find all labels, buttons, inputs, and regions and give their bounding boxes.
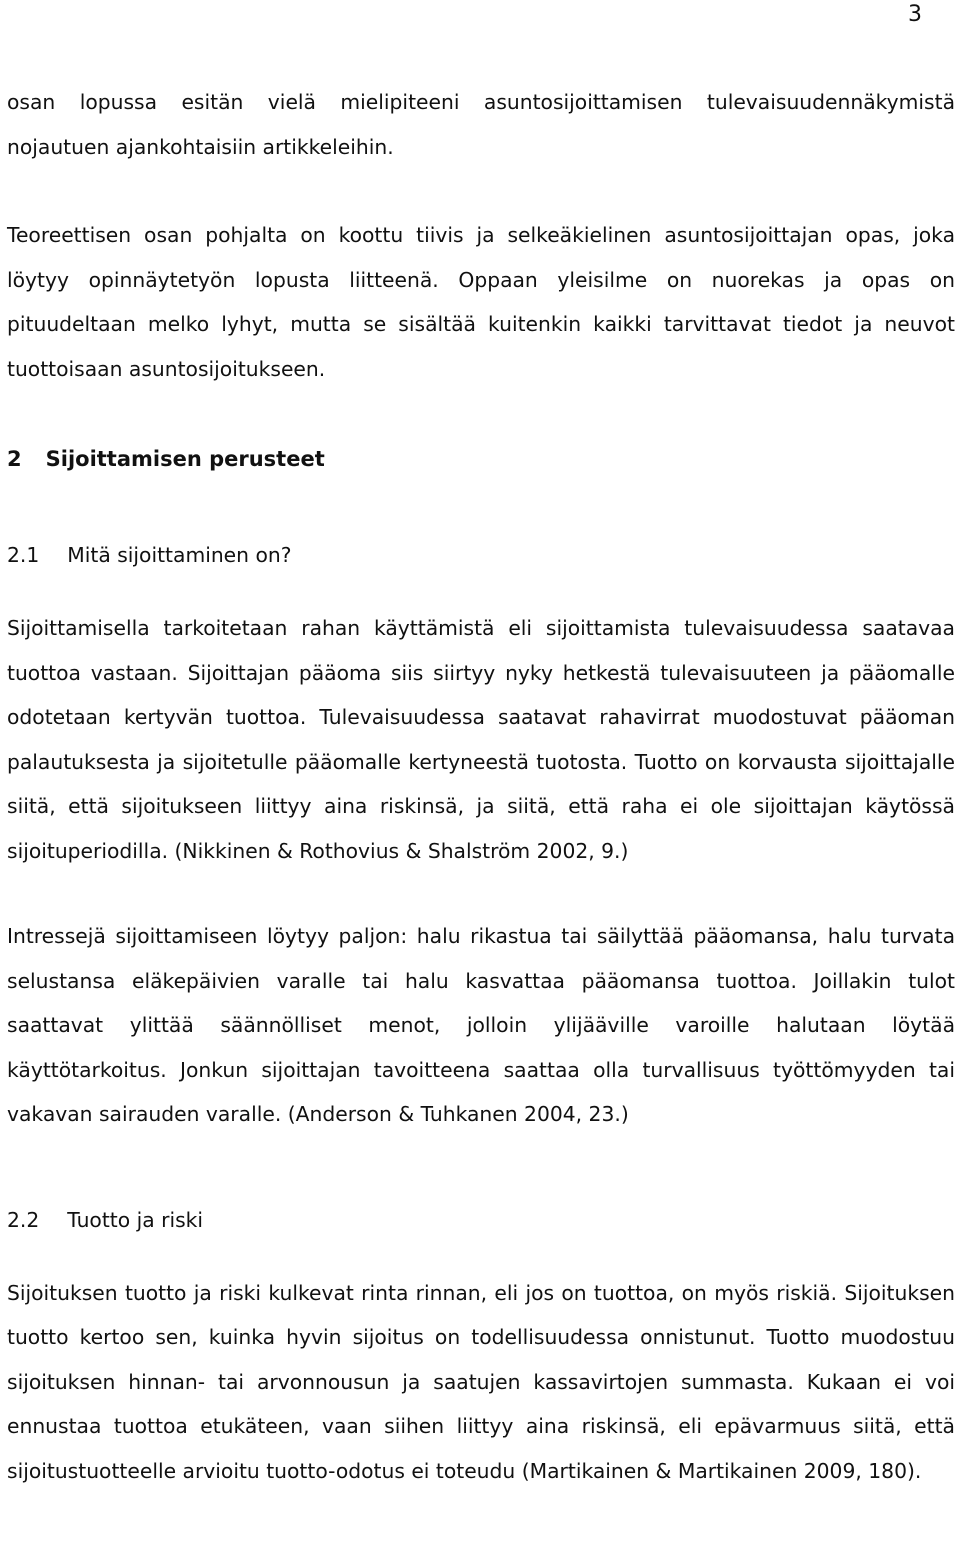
- subsection-number: 2.1: [7, 543, 40, 567]
- section-number: 2: [7, 447, 22, 471]
- paragraph-intro-end: osan lopussa esitän vielä mielipiteeni asuntosijoittamisen tulevaisuudennäkymistä nojautuen ajankohtaisiin artikkeleihin.: [7, 90, 955, 159]
- subsection-title: Tuotto ja riski: [67, 1207, 204, 1232]
- paragraph-investing-interests: Intressejä sijoittamiseen löytyy paljon: halu rikastua tai säilyttää pääomansa, halu turvata selustansa eläkepäivien varalle tai halu kasvattaa pääomansa tuottoa. Joillakin tulot saattavat ylittää säännölliset menot, jolloin ylijääville varoille halutaan löytää käyttötarkoitus. Jonkun sijoittajan tavoitteena saattaa olla turvallisuus työttömyyden tai vakavan sairauden varalle. (Anderson & Tuhkanen 2004, 23.): [7, 924, 955, 1126]
- section-heading: [7, 437, 955, 481]
- paragraph-investing-definition: Sijoittamisella tarkoitetaan rahan käyttämistä eli sijoittamista tulevaisuudessa saatavaa tuottoa vastaan. Sijoittajan pääoma siis siirtyy nyky hetkestä tulevaisuuteen ja pääomalle odotetaan kertyvän tuottoa. Tulevaisuudessa saatavat rahavirrat muodostuvat pääoman palautuksesta ja sijoitetulle pääomalle kertyneestä tuotosta. Tuotto on korvausta sijoittajalle siitä, että sijoitukseen liittyy aina riskinsä, ja siitä, että raha ei ole sijoittajan käytössä sijoituperiodilla. (Nikkinen & Rothovius & Shalström 2002, 9.): [7, 616, 955, 863]
- subsection-heading-2-1: [7, 533, 955, 577]
- page-number: 3: [908, 2, 922, 27]
- subsection-heading-2-2: [7, 1198, 955, 1242]
- document-body: [7, 80, 955, 1493]
- paragraph-guide-description: Teoreettisen osan pohjalta on koottu tiivis ja selkeäkielinen asuntosijoittajan opas, joka löytyy opinnäytetyön lopusta liitteenä. Oppaan yleisilme on nuorekas ja opas on pituudeltaan melko lyhyt, mutta se sisältää kuitenkin kaikki tarvittavat tiedot ja neuvot tuottoisaan asuntosijoitukseen.: [7, 223, 955, 381]
- subsection-title: Mitä sijoittaminen on?: [67, 543, 292, 567]
- section-title: Sijoittamisen perusteet: [45, 447, 325, 471]
- subsection-number: 2.2: [7, 1207, 40, 1232]
- paragraph-return-and-risk: Sijoituksen tuotto ja riski kulkevat rinta rinnan, eli jos on tuottoa, on myös riskiä. Sijoituksen tuotto kertoo sen, kuinka hyvin sijoitus on todellisuudessa onnistunut. Tuotto muodostuu sijoituksen hinnan- tai arvonnousun ja saatujen kassavirtojen summasta. Kukaan ei voi ennustaa tuottoa etukäteen, vaan siihen liittyy aina riskinsä, eli epävarmuus siitä, että sijoitustuotteelle arvioitu tuotto-odotus ei toteudu (Martikainen & Martikainen 2009, 180).: [7, 1280, 955, 1483]
